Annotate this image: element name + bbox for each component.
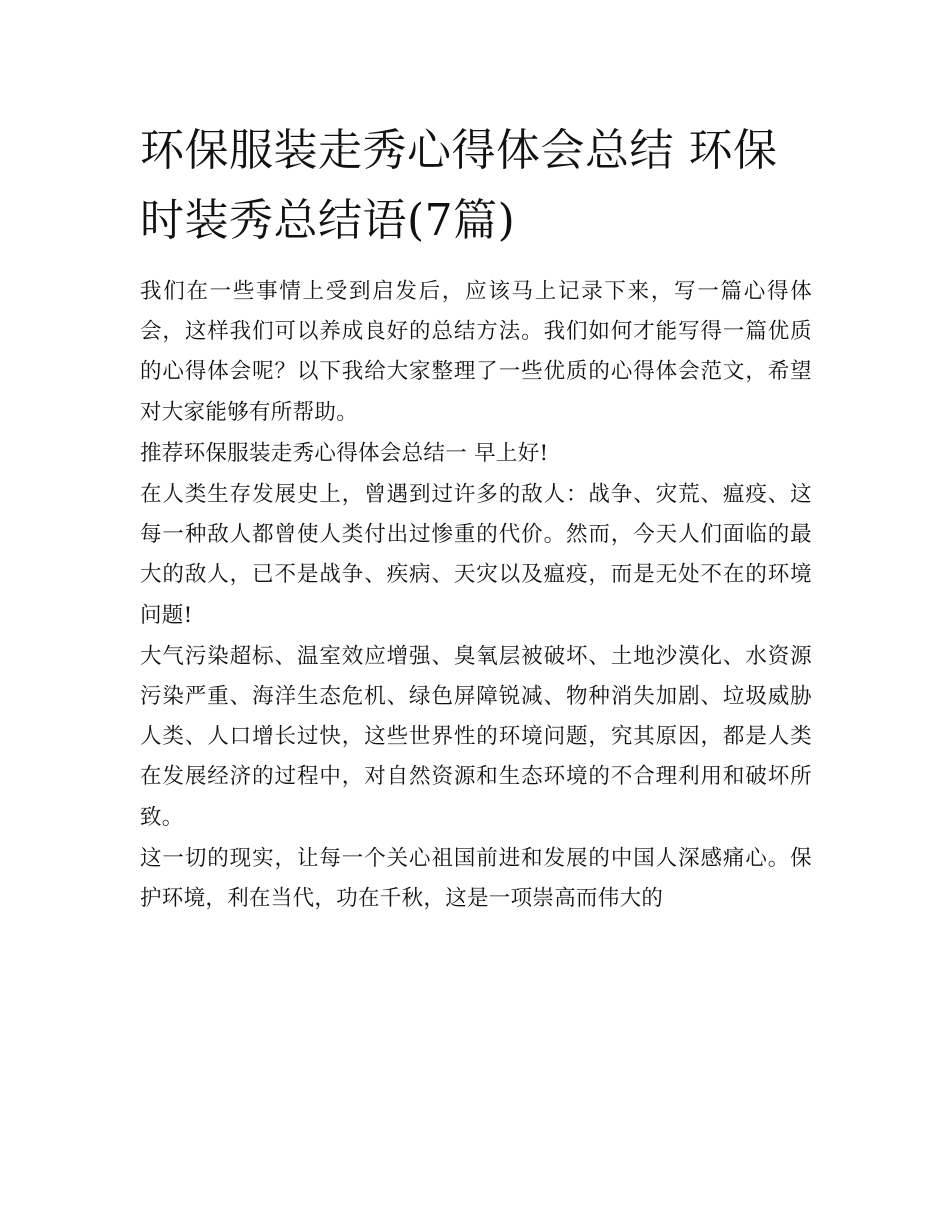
paragraph-intro: 我们在一些事情上受到启发后，应该马上记录下来，写一篇心得体会，这样我们可以养成良好的总结方法。我们如何才能写得一篇优质的心得体会呢？以下我给大家整理了一些优质的心得体会范文，希望对大家能够有所帮助。: [140, 279, 812, 425]
paragraph-history: 在人类生存发展史上，曾遇到过许多的敌人：战争、灾荒、瘟疫、这每一种敌人都曾使人类付出过惨重的代价。然而，今天人们面临的最大的敌人，已不是战争、疾病、天灾以及瘟疫，而是无处不在的环境问题!: [140, 482, 812, 628]
paragraph-reality: 这一切的现实，让每一个关心祖国前进和发展的中国人深感痛心。保护环境，利在当代，功在千秋，这是一项崇高而伟大的: [140, 845, 812, 912]
document-body: [140, 116, 812, 919]
document-title: 环保服装走秀心得体会总结 环保时装秀总结语(7篇): [140, 125, 778, 246]
paragraph-section-heading: 推荐环保服装走秀心得体会总结一 早上好!: [140, 440, 549, 466]
paragraph-environment-problems: 大气污染超标、温室效应增强、臭氧层被破坏、土地沙漠化、水资源污染严重、海洋生态危机、绿色屏障锐减、物种消失加剧、垃圾威胁人类、人口增长过快，这些世界性的环境问题，究其原因，都是人类在发展经济的过程中，对自然资源和生态环境的不合理利用和破坏所致。: [140, 643, 812, 830]
